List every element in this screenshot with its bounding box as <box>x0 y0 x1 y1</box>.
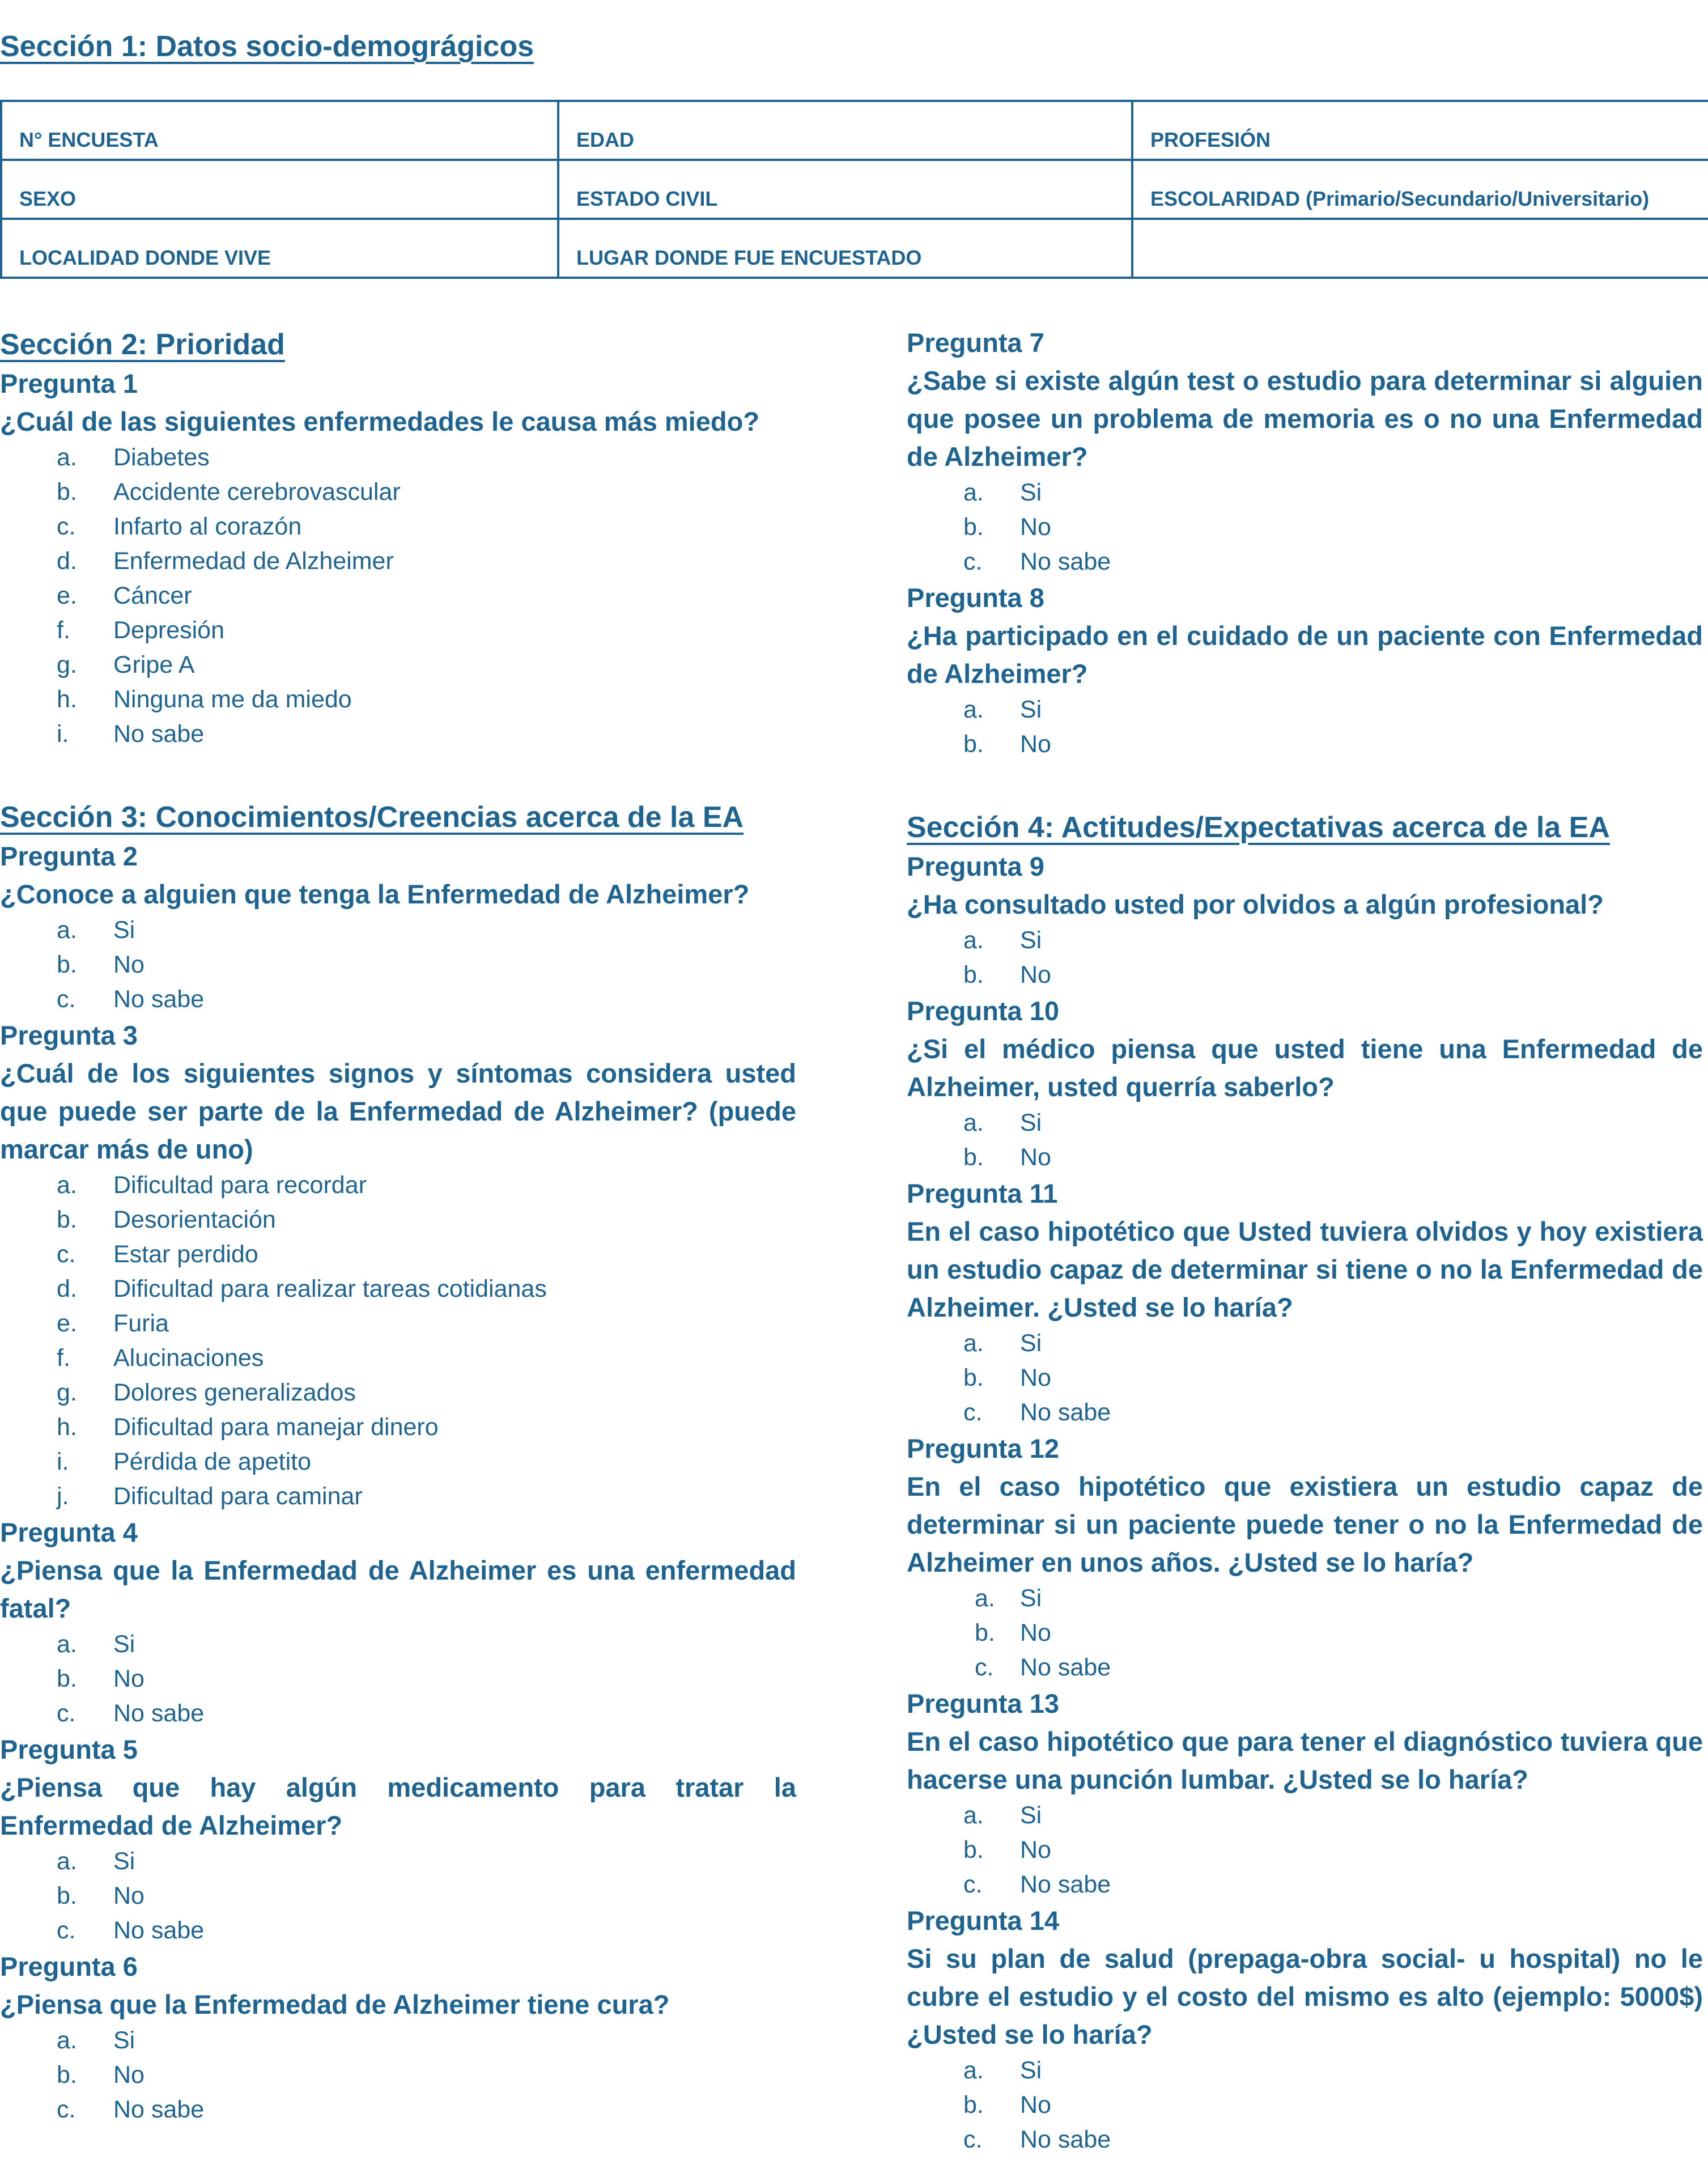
answer-option[interactable] <box>0 1341 796 1376</box>
option-text: Dificultad para recordar <box>113 1172 367 1199</box>
answer-option[interactable] <box>0 1879 796 1913</box>
option-letter: c. <box>963 548 983 575</box>
question-1 <box>0 365 796 752</box>
option-text: No <box>1020 1836 1051 1864</box>
answer-option[interactable] <box>907 727 1703 762</box>
option-text: Depresión <box>113 617 224 644</box>
option-text: No <box>1020 513 1051 541</box>
answer-options <box>0 2023 796 2127</box>
option-text: No <box>1020 1364 1051 1391</box>
option-letter: a. <box>963 479 984 506</box>
section-3-title: Sección 3: Conocimientos/Creencias acerca de la EA <box>0 801 744 834</box>
option-text: Ninguna me da miedo <box>113 686 352 713</box>
question-5 <box>0 1731 796 1948</box>
option-text: Gripe A <box>113 651 195 678</box>
option-text: Si <box>1020 1802 1042 1829</box>
option-letter: f. <box>57 1344 70 1372</box>
answer-option[interactable] <box>0 510 796 544</box>
option-letter: a. <box>57 1631 77 1658</box>
answer-options <box>907 476 1703 579</box>
answer-options <box>0 440 796 752</box>
question-label: Pregunta 5 <box>0 1734 138 1764</box>
option-text: Dolores generalizados <box>113 1379 356 1406</box>
option-letter: b. <box>57 2061 77 2089</box>
section-4-title: Sección 4: Actitudes/Expectativas acerca de la EA <box>907 811 1610 844</box>
option-text: No sabe <box>113 1700 205 1727</box>
answer-options <box>907 1798 1703 1902</box>
answer-options <box>0 913 796 1017</box>
option-letter: c. <box>57 2096 76 2123</box>
field-survey-number[interactable]: N° ENCUESTA <box>1 101 558 160</box>
question-text: En el caso hipotético que existiera un estudio capaz de determinar si un paciente puede tener o no la Enfermedad de Alzheimer en unos años. ¿Usted se lo haría? <box>907 1471 1703 1577</box>
option-letter: d. <box>57 1275 77 1302</box>
answer-option[interactable] <box>0 2093 796 2127</box>
option-text: No <box>113 2061 145 2089</box>
option-letter: a. <box>975 1585 995 1612</box>
answer-option[interactable] <box>0 1627 796 1662</box>
option-text: No sabe <box>1020 1654 1111 1681</box>
field-empty[interactable] <box>1132 219 1708 278</box>
answer-options <box>907 693 1703 762</box>
option-letter: h. <box>57 686 77 713</box>
question-label: Pregunta 14 <box>907 1905 1060 1936</box>
option-letter: b. <box>57 1665 77 1692</box>
option-letter: b. <box>963 1364 984 1391</box>
answer-option[interactable] <box>0 440 796 475</box>
option-text: No sabe <box>1020 1871 1111 1898</box>
option-text: Si <box>113 1631 135 1658</box>
option-letter: i. <box>57 720 69 748</box>
question-7 <box>907 324 1703 579</box>
option-letter: c. <box>57 1241 76 1268</box>
question-8 <box>907 579 1703 762</box>
question-text: En el caso hipotético que para tener el diagnóstico tuviera que hacerse una punción lumbar. ¿Usted se lo haría? <box>907 1726 1703 1794</box>
question-9 <box>907 848 1703 992</box>
answer-option[interactable] <box>907 958 1703 992</box>
option-text: Si <box>1020 2057 1042 2084</box>
option-letter: g. <box>57 651 77 678</box>
question-label: Pregunta 6 <box>0 1951 138 1981</box>
question-label: Pregunta 3 <box>0 1020 138 1050</box>
answer-option[interactable] <box>907 1140 1703 1175</box>
option-text: Si <box>1020 1330 1042 1357</box>
question-14 <box>907 1902 1703 2157</box>
question-3 <box>0 1017 796 1514</box>
question-label: Pregunta 10 <box>907 996 1060 1026</box>
section-2-title: Sección 2: Prioridad <box>0 328 285 361</box>
table-row <box>1 219 1708 278</box>
option-letter: b. <box>963 961 984 988</box>
answer-option[interactable] <box>907 545 1703 579</box>
answer-option[interactable] <box>0 1237 796 1272</box>
option-letter: a. <box>57 444 77 471</box>
question-text: Si su plan de salud (prepaga-obra social- u hospital) no le cubre el estudio y el costo del mismo es alto (ejemplo: 5000$) ¿Usted se lo haría? <box>907 1943 1703 2049</box>
table-row <box>1 101 1708 160</box>
option-letter: a. <box>963 1802 984 1829</box>
option-letter: a. <box>963 2057 984 2084</box>
question-label: Pregunta 11 <box>907 1178 1058 1208</box>
option-text: Si <box>113 2027 135 2054</box>
option-letter: c. <box>57 1700 76 1727</box>
answer-options <box>0 1168 796 1514</box>
question-4 <box>0 1514 796 1731</box>
answer-option[interactable] <box>0 2023 796 2058</box>
table-row <box>1 160 1708 219</box>
option-letter: d. <box>57 548 77 575</box>
option-letter: b. <box>57 478 77 506</box>
answer-option[interactable] <box>0 1662 796 1696</box>
option-letter: a. <box>963 927 984 954</box>
option-text: Dificultad para manejar dinero <box>113 1414 439 1441</box>
answer-options <box>0 1627 796 1731</box>
option-text: No <box>1020 961 1051 988</box>
right-column <box>907 324 1703 2157</box>
left-column <box>0 324 796 2127</box>
option-letter: b. <box>57 1882 77 1909</box>
answer-option[interactable] <box>907 510 1703 545</box>
option-text: Accidente cerebrovascular <box>113 478 401 506</box>
answer-option[interactable] <box>0 1479 796 1514</box>
option-letter: b. <box>963 1144 984 1171</box>
option-text: Infarto al corazón <box>113 513 302 540</box>
question-13 <box>907 1685 1703 1902</box>
option-letter: c. <box>963 1399 983 1426</box>
option-letter: a. <box>963 696 984 723</box>
option-letter: c. <box>57 513 76 540</box>
question-text: En el caso hipotético que Usted tuviera olvidos y hoy existiera un estudio capaz de determinar si tiene o no la Enfermedad de Alzheimer. ¿Usted se lo haría? <box>907 1216 1703 1322</box>
question-label: Pregunta 8 <box>907 583 1044 613</box>
option-text: Si <box>1020 1585 1042 1612</box>
option-letter: b. <box>57 951 77 978</box>
option-text: No <box>1020 2091 1051 2119</box>
option-text: No sabe <box>1020 2126 1111 2153</box>
answer-option[interactable] <box>0 1844 796 1879</box>
question-label: Pregunta 2 <box>0 841 138 871</box>
question-12 <box>907 1430 1703 1685</box>
option-letter: b. <box>963 2091 984 2119</box>
answer-option[interactable] <box>0 717 796 752</box>
option-letter: i. <box>57 1448 69 1475</box>
answer-option[interactable] <box>0 1410 796 1445</box>
option-text: Si <box>1020 927 1042 954</box>
answer-options <box>0 1844 796 1948</box>
answer-option[interactable] <box>907 1106 1703 1140</box>
option-text: No <box>113 1665 145 1692</box>
answer-option[interactable] <box>0 682 796 717</box>
question-label: Pregunta 9 <box>907 851 1044 881</box>
answer-option[interactable] <box>907 476 1703 510</box>
answer-option[interactable] <box>907 1326 1703 1361</box>
option-text: No sabe <box>113 2096 205 2123</box>
option-letter: b. <box>963 1836 984 1864</box>
question-11 <box>907 1175 1703 1430</box>
answer-option[interactable] <box>0 544 796 579</box>
option-text: Estar perdido <box>113 1241 258 1268</box>
option-letter: b. <box>975 1619 995 1646</box>
option-text: Alucinaciones <box>113 1344 264 1372</box>
field-profession[interactable]: PROFESIÓN <box>1132 101 1708 160</box>
option-text: Cáncer <box>113 582 192 609</box>
option-letter: c. <box>975 1654 994 1681</box>
question-2 <box>0 838 796 1017</box>
answer-option[interactable] <box>0 1376 796 1410</box>
answer-option[interactable] <box>0 1306 796 1341</box>
option-text: No <box>1020 1144 1051 1171</box>
option-text: Enfermedad de Alzheimer <box>113 548 394 575</box>
answer-options <box>907 1326 1703 1430</box>
field-age[interactable]: EDAD <box>558 101 1132 160</box>
option-text: Si <box>1020 696 1042 723</box>
option-letter: g. <box>57 1379 77 1406</box>
question-10 <box>907 992 1703 1175</box>
answer-option[interactable] <box>0 1168 796 1203</box>
answer-option[interactable] <box>0 1272 796 1306</box>
question-text: ¿Ha participado en el cuidado de un paciente con Enfermedad de Alzheimer? <box>907 621 1703 689</box>
option-text: No <box>1020 731 1051 758</box>
option-letter: a. <box>963 1109 984 1136</box>
question-6 <box>0 1948 796 2127</box>
answer-options <box>907 923 1703 992</box>
option-text: Si <box>1020 479 1042 506</box>
answer-option[interactable] <box>0 1445 796 1479</box>
demographics-table <box>0 100 1708 279</box>
answer-option[interactable] <box>0 1696 796 1731</box>
question-text: ¿Cuál de los siguientes signos y síntomas considera usted que puede ser parte de la Enfermedad de Alzheimer? (puede marcar más de uno) <box>0 1058 796 1164</box>
option-text: No <box>1020 1619 1051 1646</box>
question-label: Pregunta 1 <box>0 368 138 398</box>
option-text: No sabe <box>1020 1399 1111 1426</box>
question-text: ¿Piensa que la Enfermedad de Alzheimer tiene cura? <box>0 1989 670 2019</box>
option-letter: b. <box>963 731 984 758</box>
question-text: ¿Si el médico piensa que usted tiene una Enfermedad de Alzheimer, usted querría saberlo? <box>907 1034 1703 1102</box>
option-letter: h. <box>57 1414 77 1441</box>
answer-option[interactable] <box>0 948 796 982</box>
option-text: Diabetes <box>113 444 210 471</box>
option-letter: a. <box>963 1330 984 1357</box>
field-marital-status[interactable]: ESTADO CIVIL <box>558 160 1132 219</box>
answer-option[interactable] <box>907 1798 1703 1833</box>
option-text: No sabe <box>113 1917 205 1944</box>
answer-options <box>907 2053 1703 2157</box>
answer-option[interactable] <box>907 1395 1703 1430</box>
answer-option[interactable] <box>907 1616 1703 1650</box>
answer-option[interactable] <box>0 2058 796 2093</box>
option-text: No sabe <box>113 720 205 748</box>
option-letter: c. <box>963 2126 983 2153</box>
option-text: No sabe <box>113 986 205 1013</box>
answer-option[interactable] <box>0 1203 796 1237</box>
answer-option[interactable] <box>0 913 796 948</box>
answer-option[interactable] <box>0 1913 796 1948</box>
option-letter: c. <box>963 1871 983 1898</box>
answer-options <box>907 1106 1703 1175</box>
question-label: Pregunta 4 <box>0 1517 138 1547</box>
option-letter: e. <box>57 1310 77 1337</box>
answer-option[interactable] <box>0 982 796 1017</box>
option-text: Pérdida de apetito <box>113 1448 312 1475</box>
answer-option[interactable] <box>907 1868 1703 1902</box>
question-text: ¿Cuál de las siguientes enfermedades le causa más miedo? <box>0 406 760 436</box>
option-letter: f. <box>57 617 70 644</box>
question-text: ¿Ha consultado usted por olvidos a algún profesional? <box>907 889 1604 919</box>
option-letter: c. <box>57 986 76 1013</box>
field-locality[interactable]: LOCALIDAD DONDE VIVE <box>1 219 558 278</box>
option-text: No <box>113 951 145 978</box>
option-text: Dificultad para caminar <box>113 1483 363 1510</box>
question-text: ¿Piensa que hay algún medicamento para tratar la Enfermedad de Alzheimer? <box>0 1772 796 1840</box>
answer-option[interactable] <box>907 693 1703 727</box>
answer-option[interactable] <box>907 2053 1703 2088</box>
question-text: ¿Conoce a alguien que tenga la Enfermedad de Alzheimer? <box>0 879 750 909</box>
option-letter: b. <box>963 513 984 541</box>
option-text: No sabe <box>1020 548 1111 575</box>
option-text: Dificultad para realizar tareas cotidianas <box>113 1275 547 1302</box>
field-schooling[interactable]: ESCOLARIDAD (Primario/Secundario/Universitario) <box>1132 160 1708 219</box>
option-text: Si <box>113 1848 135 1875</box>
option-letter: b. <box>57 1206 77 1233</box>
option-text: Furia <box>113 1310 169 1337</box>
answer-option[interactable] <box>0 579 796 613</box>
answer-option[interactable] <box>907 923 1703 958</box>
answer-option[interactable] <box>907 2088 1703 2123</box>
answer-option[interactable] <box>907 2123 1703 2157</box>
section-1-title: Sección 1: Datos socio-demográgicos <box>0 30 534 63</box>
question-label: Pregunta 12 <box>907 1433 1060 1463</box>
field-sex[interactable]: SEXO <box>1 160 558 219</box>
answer-option[interactable] <box>0 613 796 648</box>
option-letter: a. <box>57 916 77 944</box>
option-text: No <box>113 1882 145 1909</box>
question-text: ¿Sabe si existe algún test o estudio para determinar si alguien que posee un problema de memoria es o no una Enfermedad de Alzheimer? <box>907 366 1703 472</box>
option-text: Desorientación <box>113 1206 276 1233</box>
option-letter: j. <box>57 1483 69 1510</box>
answer-options <box>907 1581 1703 1685</box>
option-text: Si <box>1020 1109 1042 1136</box>
field-survey-place[interactable]: LUGAR DONDE FUE ENCUESTADO <box>558 219 1132 278</box>
answer-option[interactable] <box>907 1361 1703 1395</box>
answer-option[interactable] <box>0 475 796 510</box>
question-label: Pregunta 7 <box>907 328 1044 358</box>
answer-option[interactable] <box>907 1833 1703 1868</box>
answer-option[interactable] <box>907 1581 1703 1616</box>
option-text: Si <box>113 916 135 944</box>
option-letter: a. <box>57 1172 77 1199</box>
question-label: Pregunta 13 <box>907 1688 1060 1718</box>
option-letter: c. <box>57 1917 76 1944</box>
answer-option[interactable] <box>907 1650 1703 1685</box>
option-letter: a. <box>57 1848 77 1875</box>
option-letter: e. <box>57 582 77 609</box>
answer-option[interactable] <box>0 648 796 682</box>
question-text: ¿Piensa que la Enfermedad de Alzheimer es una enfermedad fatal? <box>0 1555 796 1623</box>
option-letter: a. <box>57 2027 77 2054</box>
